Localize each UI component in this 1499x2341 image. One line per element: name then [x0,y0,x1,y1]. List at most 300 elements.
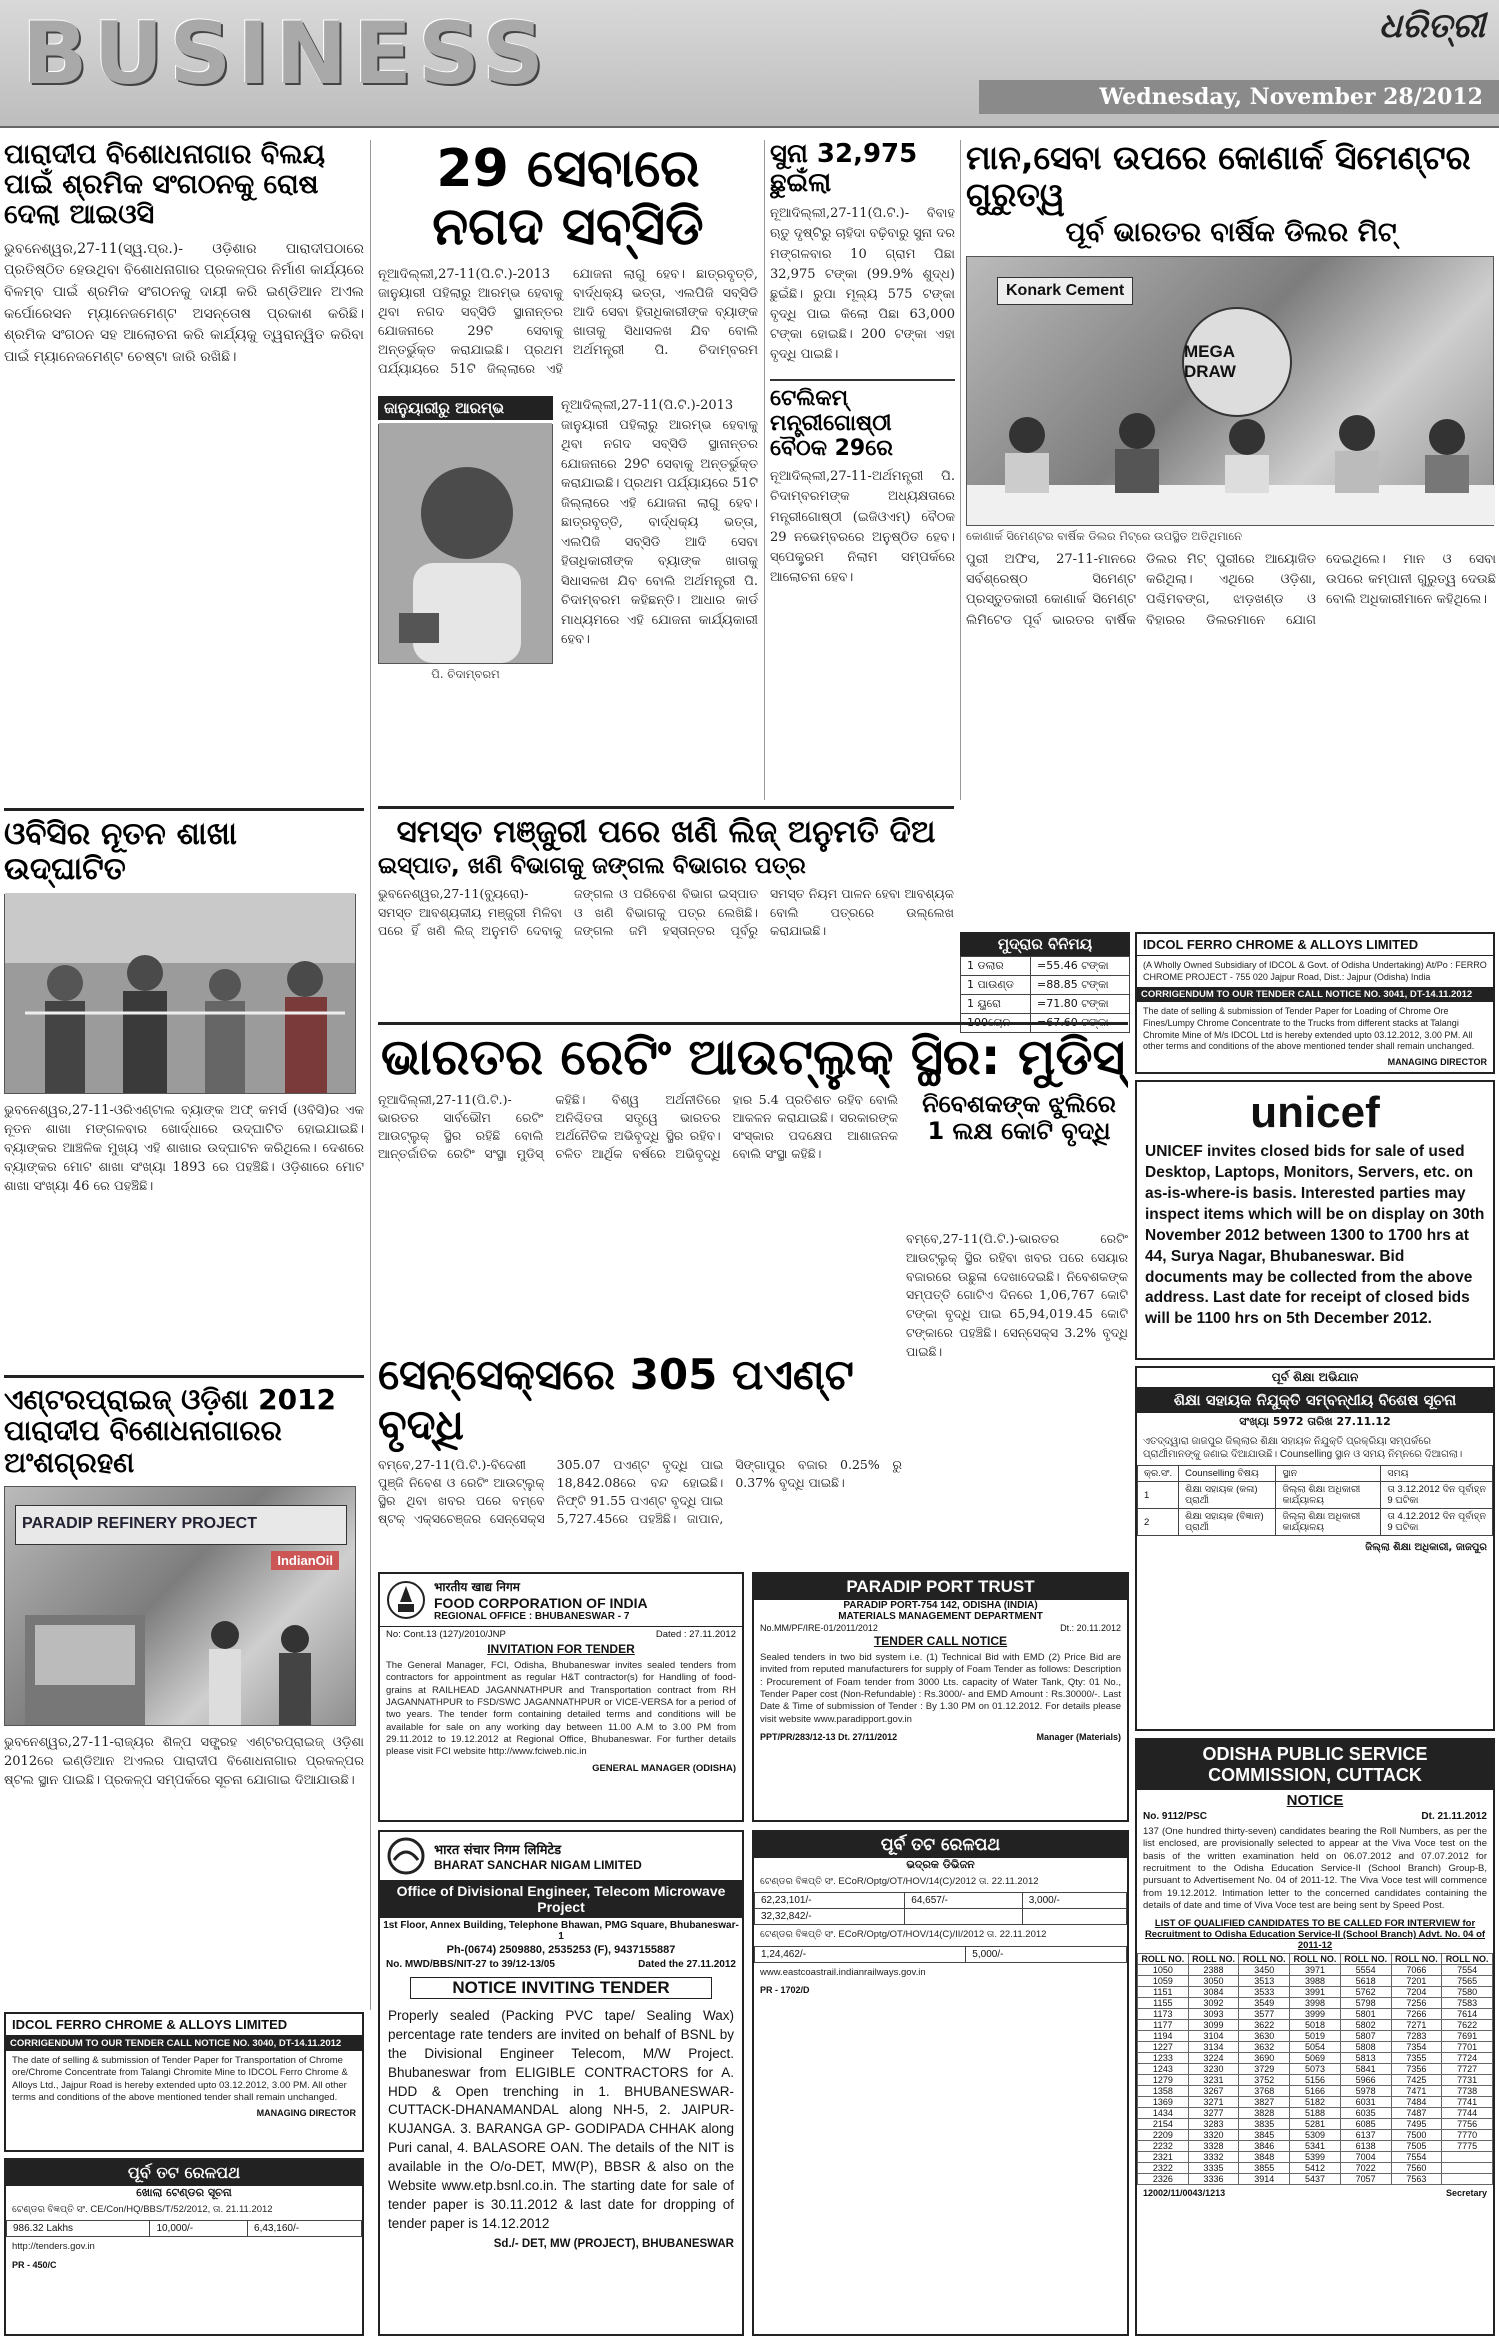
roll-number: 3084 [1188,1987,1239,1998]
org-hindi: भारतीय खाद्य निगम [434,1580,520,1594]
story-cash-subsidy [378,140,758,800]
roll-number: 3104 [1188,2031,1239,2042]
roll-number: 7004 [1340,2152,1391,2163]
tender-amount: 986.32 Lakhs [7,2221,150,2237]
refinery-stall-photo [4,1486,356,1726]
roll-number: 5018 [1290,2020,1341,2031]
roll-number: 6035 [1340,2108,1391,2119]
ad-sign: Sd./- DET, MW (PROJECT), BHUBANESWAR [493,2237,734,2250]
roll-number: 1155 [1138,1998,1189,2009]
ad-text: The General Manager, FCI, Odisha, Bhubaneswar invites sealed tenders from contractors for appointment as regular H&T contractor(s) for Handling of food-grains at RAILHEAD JAGANNATHPUR and Transportation contract from RH JAGANNATHPUR to FSD/SWC JAGANNATHPUR or VICE-VERSA for a period of two years. The tender form containing detailed terms and conditions will be available for sale on any working day between 11.00 A.M to 3.00 PM from 29.11.2012 to 19.12.2012 at Regional Office, Bhubaneswar. For further details please visit FCI website http://www.fciweb.nic.in [386,1660,736,1758]
headline: 29 ସେବାରେ ନଗଦ ସବ୍‌ସିଡି [432,140,704,258]
col-subject: Counselling ବିଷୟ [1179,1466,1276,1482]
headline: ଭାରତର ରେଟିଂ ଆଉଟ୍‌ଲୁକ୍ ସ୍ଥିର: ମୁଡିସ୍ [380,1028,1126,1086]
roll-number: 2232 [1138,2141,1189,2152]
ad-subtitle: (A Wholly Owned Subsidiary of IDCOL & Govt. of Odisha Undertaking) At/Po : FERRO CHROME PROJECT - 755 020 Jajpur Road, Dist.: Jajpur (Odisha) India [1143,960,1487,982]
table-header [1138,1466,1493,1482]
table-row [1138,2097,1493,2108]
roll-number: 2388 [1188,1965,1239,1976]
roll-number: 3320 [1188,2130,1239,2141]
roll-number: 3099 [1188,2020,1239,2031]
table-row [1138,2075,1493,2086]
ad-note: ଏତଦ୍‌ଦ୍ୱାରା ଜାଜପୁର ଜିଲ୍ଲାର ଶିକ୍ଷା ସହାୟକ ନିଯୁକ୍ତି ପ୍ରକ୍ରିୟା ସମ୍ପର୍କରେ ପ୍ରାର୍ଥୀମାନଙ୍କୁ ଜଣାଇ ଦିଆଯାଉଛି। Counselling ସ୍ଥାନ ଓ ସମୟ ନିମ୍ନରେ ଦିଆଗଲା। [1143,1436,1463,1460]
roll-number: 6031 [1340,2097,1391,2108]
roll-number: 3848 [1239,2152,1290,2163]
roll-number: 3336 [1188,2174,1239,2185]
headline: ଓବିସିର ନୂତନ ଶାଖା ଉଦ୍‌ଘାଟିତ [4,808,364,886]
ad-title: IDCOL FERRO CHROME & ALLOYS LIMITED [6,2014,362,2036]
roll-number: 7505 [1391,2141,1442,2152]
ad-text: The date of selling & submission of Tender Paper for Transportation of Chrome ore/Chrome Concentrate from Talangi Chromite Mine to IDCOL Ferro Chrome & Alloys Ltd., Jajpur Road is hereby extended upto 03.12.2012, 3.00 PM. All other terms and conditions of the above mentioned tender shall remain unchanged. [12,2055,348,2104]
ad-sign: Secretary [1445,2188,1487,2199]
story-enterprise-odisha [4,1375,364,2015]
subhead: ପୂର୍ବ ଭାରତର ବାର୍ଷିକ ଡିଲର ମିଟ୍ [1065,216,1397,248]
roll-number: 1243 [1138,2064,1189,2075]
dealer-meet-photo [966,256,1494,526]
roll-number: 5069 [1290,2053,1341,2064]
currency: 1 ଡଲାର [961,957,1031,976]
stall-visitors-icon [5,1575,357,1725]
story-body: ବମ୍ବେ,27-11(ପି.ଟି.)-ଭାରତର ରେଟିଂ ଆଉଟ୍‌ଲୁକ୍ ସ୍ଥିର ରହିବା ଖବର ପରେ ସେୟାର ବଜାରରେ ଉଛୁଳା ଦେଖାଦେଇଛି। ନିବେଶକଙ୍କ ସମ୍ପତ୍ତି ଗୋଟିଏ ଦିନରେ 1,06,767 କୋଟି ଟଙ୍କା ବୃଦ୍ଧି ପାଇ 65,94,019.45 କୋଟି ଟଙ୍କାରେ ପହଞ୍ଚିଛି। ସେନ୍‌ସେକ୍ସ 3.2% ବୃଦ୍ଧି ପାଇଛି। [906,1231,1128,1359]
roll-number: 1151 [1138,1987,1189,1998]
story-obc-branch [4,808,364,1368]
counselling-table [1137,1465,1493,1536]
cell: ଜିଲ୍ଲା ଶିକ୍ଷା ଅଧିକାରୀ କାର୍ଯ୍ୟାଳୟ [1276,1509,1381,1536]
org-hindi: भारत संचार निगम लिमिटेड [434,1843,562,1858]
story-paradip-labour [4,140,364,795]
roll-number: 7554 [1442,1965,1493,1976]
tender-table [6,2220,362,2237]
paper-logo: ଧରିତ୍ରୀ [1378,6,1485,46]
ad-subtitle: PARADIP PORT-754 142, ODISHA (INDIA) [843,1600,1038,1611]
column-rule [764,140,765,800]
masthead [0,0,1499,128]
roll-number: 3092 [1188,1998,1239,2009]
ref-date: Dt. 21.11.2012 [1421,1811,1487,1822]
table-row [1138,2174,1493,2185]
roll-col-header: ROLL NO. [1442,1954,1493,1965]
roll-number: 7727 [1442,2064,1493,2075]
ad-opsc [1135,1738,1495,2336]
table-row [1138,1509,1493,1536]
chidambaram-photo [378,424,553,664]
ad-notice: NOTICE [1286,1792,1344,1809]
ad-notice: TENDER CALL NOTICE [873,1634,1008,1648]
roll-number: 5807 [1340,2031,1391,2042]
cell: ଶିକ୍ଷା ସହାୟକ (ବିଜ୍ଞାନ) ପ୍ରାର୍ଥୀ [1179,1509,1276,1536]
ad-ref: ଟେଣ୍ଡର ବିଜ୍ଞପ୍ତି ସଂ. CE/Con/HQ/BBS/T/52/2012, ତା. 21.11.2012 [12,2204,273,2215]
table-row [1138,2031,1493,2042]
col-time: ସମୟ [1381,1466,1493,1482]
roll-number: 3988 [1290,1976,1341,1987]
roll-number: 1194 [1138,2031,1189,2042]
roll-number: 3450 [1239,1965,1290,1976]
story-body: ପୁରୀ ଅଫିସ, 27-11-ମାନରେ ସର୍ବଶ୍ରେଷ୍ଠ ସିମେଣ୍ଟ ପ୍ରସ୍ତୁତକାରୀ କୋଣାର୍କ ସିମେଣ୍ଟ ଲିମିଟେଡ ପୂର୍ବ ଭାରତର ବାର୍ଷିକ ଡିଲର ମିଟ୍ ପୁରୀରେ ଆୟୋଜିତ କରିଥିଲା। ଏଥିରେ ଓଡ଼ିଶା, ପଶ୍ଚିମବଙ୍ଗ, ଝାଡ଼ଖଣ୍ଡ ଓ ବିହାରର ଡିଲରମାନେ ଯୋଗ ଦେଇଥିଲେ। ମାନ ଓ ସେବା ଉପରେ କମ୍ପାନୀ ଗୁରୁତ୍ୱ ଦେଉଛି ବୋଲି ଅଧିକାରୀମାନେ କହିଥିଲେ। [966,552,1496,628]
story-gold [770,140,955,800]
story-body: ନୂଆଦିଲ୍ଲୀ,27-11(ପି.ଟି.)-ଭାରତର ସାର୍ବଭୌମ ରେଟିଂ ଆଉଟ୍‌ଲୁକ୍ ସ୍ଥିର ରହିଛି ବୋଲି ଆନ୍ତର୍ଜାତିକ ରେଟିଂ ସଂସ୍ଥା ମୁଡିସ୍ କହିଛି। ବିଶ୍ୱ ଅର୍ଥନୀତିରେ ଅନିଶ୍ଚିତତା ସତ୍ତ୍ୱେ ଭାରତର ଅର୍ଥନୈତିକ ଅଭିବୃଦ୍ଧି ସ୍ଥିର ରହିବ। ଚଳିତ ଆର୍ଥିକ ବର୍ଷରେ ଅଭିବୃଦ୍ଧି ହାର 5.4 ପ୍ରତିଶତ ରହିବ ବୋଲି ଆକଳନ କରାଯାଇଛି। ସରକାରଙ୍କ ସଂସ୍କାର ପଦକ୍ଷେପ ଆଶାଜନକ ବୋଲି ସଂସ୍ଥା କହିଛି। [378,1092,898,1162]
roll-col-header: ROLL NO. [1290,1954,1341,1965]
ad-subtitle: ଖୋଲା ଟେଣ୍ଡର ସୂଚନା [136,2186,232,2199]
roll-number: 3632 [1239,2042,1290,2053]
cell: 2 [1138,1509,1179,1536]
table-row [1138,1987,1493,1998]
roll-number: 7583 [1442,1998,1493,2009]
roll-number: 5813 [1340,2053,1391,2064]
roll-number: 7756 [1442,2119,1493,2130]
table-row [755,1909,1127,1925]
roll-number: 7741 [1442,2097,1493,2108]
ref-no: No. 9112/PSC [1143,1811,1207,1822]
ad-title: NOTICE INVITING TENDER [410,1977,712,1999]
ad-title: ପୂର୍ବ ତଟ ରେଳପଥ [6,2160,362,2186]
col-place: ସ୍ଥାନ [1276,1466,1381,1482]
investor-headline: ନିବେଶକଙ୍କ ଝୁଲିରେ 1 ଲକ୍ଷ କୋଟି ବୃଦ୍ଧି [922,1090,1116,1145]
table-header [1138,1954,1493,1965]
roll-number: 1227 [1138,2042,1189,2053]
ad-railway-left [4,2158,364,2336]
ad-title: INVITATION FOR TENDER [487,1642,635,1656]
stall-banner: PARADIP REFINERY PROJECT [15,1505,347,1545]
rate: =71.80 ଟଙ୍କା [1031,995,1130,1014]
roll-number: 7425 [1391,2075,1442,2086]
roll-number: 1177 [1138,2020,1189,2031]
org-name: BHARAT SANCHAR NIGAM LIMITED [434,1858,642,1872]
roll-number: 3999 [1290,2009,1341,2020]
table-row [755,1946,1127,1962]
roll-number: 3332 [1188,2152,1239,2163]
story-body: ନୂଆଦିଲ୍ଲୀ,27-11(ପି.ଟି.)- ବିବାହ ଋତୁ ଦୃଷ୍ଟିରୁ ଚାହିଦା ବଢ଼ିବାରୁ ସୁନା ଦର ମଙ୍ଗଳବାର 10 ଗ୍ରାମ ପିଛା 32,975 ଟଙ୍କା (99.9% ଶୁଦ୍ଧ) ଛୁଇଁଛି। ରୁପା ମୂଲ୍ୟ 575 ଟଙ୍କା ବୃଦ୍ଧି ପାଇ କିଲୋ ପିଛା 63,000 ଟଙ୍କା ହୋଇଛି। 200 ଟଙ୍କା ଏହା ବୃଦ୍ଧି ପାଇଛି। [770,206,955,363]
ref-no: No.MM/PF/IRE-01/2011/2012 [760,1623,878,1633]
table-row [1138,1965,1493,1976]
roll-col-header: ROLL NO. [1391,1954,1442,1965]
ad-sign: Manager (Materials) [1036,1732,1121,1743]
roll-number: 3277 [1188,2108,1239,2119]
rate: =67.60 ଟଙ୍କା [1031,1014,1130,1033]
roll-number: 5188 [1290,2108,1341,2119]
ad-title: ODISHA PUBLIC SERVICE COMMISSION, CUTTACK [1137,1740,1493,1790]
roll-number: 3549 [1239,1998,1290,2009]
roll-number: 2321 [1138,2152,1189,2163]
roll-number: 7691 [1442,2031,1493,2042]
ad-subtitle: ଭଦ୍ରକ ଡିଭିଜନ [906,1858,975,1871]
ad-sign: ଜିଲ୍ଲା ଶିକ୍ଷା ଅଧିକାରୀ, ଜାଜପୁର [1365,1542,1487,1553]
roll-number: 2326 [1138,2174,1189,2185]
roll-number: 7724 [1442,2053,1493,2064]
roll-number: 7744 [1442,2108,1493,2119]
roll-number: 3846 [1239,2141,1290,2152]
roll-number: 3513 [1239,1976,1290,1987]
story-konark-cement [966,140,1496,930]
roll-number: 7731 [1442,2075,1493,2086]
roll-number: 5618 [1340,1976,1391,1987]
ad-site: http://tenders.gov.in [12,2241,95,2253]
headline: ମାନ,ସେବା ଉପରେ କୋଣାର୍କ ସିମେଣ୍ଟର ଗୁରୁତ୍ୱ [966,140,1471,214]
ref-no: No. MWD/BBS/NIT-27 to 39/12-13/05 [386,1959,555,1970]
currency: 1 ୟୁରୋ [961,995,1031,1014]
story-sensex [378,1350,902,1565]
headline: ପାରାଦୀପ ବିଶୋଧନାଗାର ବିଲୟ ପାଇଁ ଶ୍ରମିକ ସଂଗଠନକୁ ରୋଷ ଦେଲା ଆଇଓସି [4,140,325,231]
roll-number: 7738 [1442,2086,1493,2097]
bsnl-logo-icon [386,1836,426,1876]
roll-number: 3855 [1239,2163,1290,2174]
roll-col-header: ROLL NO. [1239,1954,1290,1965]
roll-number: 6137 [1340,2130,1391,2141]
roll-number: 3991 [1290,1987,1341,1998]
roll-number: 1279 [1138,2075,1189,2086]
table-row [1138,2152,1493,2163]
table-row [1138,2108,1493,2119]
roll-number: 5054 [1290,2042,1341,2053]
people-photo-icon [5,893,355,1093]
roll-number: 3335 [1188,2163,1239,2174]
subhead: ଇସ୍ପାତ, ଖଣି ବିଭାଗକୁ ଜଙ୍ଗଲ ବିଭାଗର ପତ୍ର [378,852,806,879]
headline: ଏଣ୍ଟରପ୍ରାଇଜ୍ ଓଡ଼ିଶା 2012 ପାରାଦୀପ ବିଶୋଧନାଗାରର ଅଂଶଗ୍ରହଣ [4,1375,364,1478]
ad-sign: MANAGING DIRECTOR [1387,1057,1487,1068]
roll-number [1442,2163,1493,2174]
headline: ସମସ୍ତ ମଞ୍ଜୁରୀ ପରେ ଖଣି ଲିଜ୍ ଅନୁମତି ଦିଅ [396,814,936,850]
section-title: BUSINESS [22,4,551,104]
roll-number: 7355 [1391,2053,1442,2064]
list-title: LIST OF QUALIFIED CANDIDATES TO BE CALLED FOR INTERVIEW for Recruitment to Odisha Education Service-II (School Branch) Advt. No. 04 of 2011-12 [1144,1918,1486,1952]
roll-number: 5341 [1290,2141,1341,2152]
ad-paradip-port [752,1572,1129,1822]
roll-number: 3914 [1239,2174,1290,2185]
roll-number: 3729 [1239,2064,1290,2075]
roll-number: 3622 [1239,2020,1290,2031]
ad-footer: 12002/11/0043/1213 [1143,2188,1226,2199]
cell: 1 [1138,1482,1179,1509]
table-row [1138,1482,1493,1509]
roll-number: 1233 [1138,2053,1189,2064]
roll-number: 5399 [1290,2152,1341,2163]
amount: 64,657/- [905,1893,1022,1909]
column-rule [370,140,371,2010]
table-row [1138,2042,1493,2053]
telecom-body: ନୂଆଦିଲ୍ଲୀ,27-11-ଅର୍ଥମନ୍ତ୍ରୀ ପି. ଚିଦାମ୍ବରମଙ୍କ ଅଧ୍ୟକ୍ଷତାରେ ମନ୍ତ୍ରୀଗୋଷ୍ଠୀ (ଇଜିଓଏମ୍) ବୈଠକ 29 ନଭେମ୍ବରରେ ଅନୁଷ୍ଠିତ ହେବ। ସ୍ପେକ୍ଟ୍ରମ ନିଲାମ ସମ୍ପର୍କରେ ଆଲୋଚନା ହେବ। [770,469,955,585]
roll-number: 7554 [1391,2152,1442,2163]
cell: ତା 4.12.2012 ଦିନ ପୂର୍ବାହ୍ନ 9 ଘଟିକା [1381,1509,1493,1536]
roll-number: 1173 [1138,2009,1189,2020]
cell: ଜିଲ୍ଲା ଶିକ୍ଷା ଅଧିକାରୀ କାର୍ଯ୍ୟାଳୟ [1276,1482,1381,1509]
ad-text: Sealed tenders in two bid system i.e. (1) Technical Bid with EMD (2) Price Bid are invited from reputed manufacturers for supply of Foam Tender as follows: Description : Procurement of Foam tender from 3000 Lts. capacity of Water Tank, Qty: 01 No., Tender Paper cost (Non-Refundable) : Rs.3000/- and EMD Amount : Rs.30000/-. Last Date & Time of submission of Tender : By 1.30 PM on 01.12.2012. For details please visit website www.paradipport.gov.in [760,1652,1121,1725]
ref-date: Dated : 27.11.2012 [655,1629,736,1640]
roll-number: 5182 [1290,2097,1341,2108]
ad-site: www.eastcoastrail.indianrailways.gov.in [760,1966,926,1978]
ad-ref: CORRIGENDUM TO OUR TENDER CALL NOTICE NO. 3041, DT-14.11.2012 [1137,987,1493,1002]
ad-text: 137 (One hundred thirty-seven) candidates bearing the Roll Numbers, as per the list enclosed, are provisionally selected to appear at the Viva Voce test on the basis of the written examination held on 06.07.2012 and 07.07.2012 for recruitment to the Odisha Education Service-II (School Branch) Group-B, pursuant to Advertisement No. 04 of 2011-12. The Viva Voce test will commence from 19.12.2012. Intimation letter to the concerned candidates containing the details of date and time of Viva Voce test are being sent by Speed Post. [1143,1826,1487,1912]
ad-ref2: ଟେଣ୍ଡର ବିଜ୍ଞପ୍ତି ସଂ. ECoR/Optg/OT/HOV/14(C)/II/2012 ତା. 22.11.2012 [760,1929,1047,1941]
story-body: ଭୁବନେଶ୍ୱର,27-11(ସ୍ୱ.ପ୍ର.)- ଓଡ଼ିଶାର ପାରାଦୀପଠାରେ ପ୍ରତିଷ୍ଠିତ ହେଉଥିବା ବିଶୋଧନାଗାର ପ୍ରକଳ୍ପର ନିର୍ମାଣ କାର୍ଯ୍ୟରେ ବିଳମ୍ବ ପାଇଁ ଶ୍ରମିକ ସଂଗଠନକୁ ଦାୟୀ କରି ଇଣ୍ଡିଆନ ଅଏଲ କର୍ପୋରେସନ ମ୍ୟାନେଜମେଣ୍ଟ ଅସନ୍ତୋଷ ପ୍ରକାଶ କରିଛି। ଶ୍ରମିକ ସଂଗଠନ ସହ ଆଲୋଚନା କରି କାର୍ଯ୍ୟକୁ ତ୍ୱରାନ୍ୱିତ କରିବା ପାଇଁ ମ୍ୟାନେଜମେଣ୍ଟ ଚେଷ୍ଟା ଜାରି ରଖିଛି। [4,240,364,366]
amount: 3,000/- [1022,1893,1126,1909]
roll-number: 7701 [1442,2042,1493,2053]
roll-number: 7495 [1391,2119,1442,2130]
roll-number: 6085 [1340,2119,1391,2130]
ad-phone: Ph-(0674) 2509880, 2535253 (F), 9437155887 [446,1944,676,1956]
ad-office: Office of Divisional Engineer, Telecom Microwave Project [380,1880,742,1918]
roll-number: 5437 [1290,2174,1341,2185]
roll-number: 1358 [1138,2086,1189,2097]
roll-number: 7022 [1340,2163,1391,2174]
photo-caption: କୋଣାର୍କ ସିମେଣ୍ଟର ବାର୍ଷିକ ଡିଲର ମିଟ୍‌ରେ ଉପସ୍ଥିତ ଅତିଥିମାନେ [966,529,1243,544]
roll-number: 3845 [1239,2130,1290,2141]
table-row [1138,2141,1493,2152]
rate: =88.85 ଟଙ୍କା [1031,976,1130,995]
roll-number: 3283 [1188,2119,1239,2130]
table-row [961,995,1130,1014]
indianoil-logo: IndianOil [271,1551,339,1570]
ref-date: Dt.: 20.11.2012 [1060,1623,1121,1633]
roll-number: 5412 [1290,2163,1341,2174]
roll-number: 3533 [1239,1987,1290,1998]
ad-text: The date of selling & submission of Tender Paper for Loading of Chrome Ore Fines/Lumpy Chrome Concentrate to the Trucks from different stacks at Talangi Chromite Mine of M/s IDCOL Ltd is hereby extended upto 03.12.2012, 3.00 PM. All other terms and conditions of the above mentioned tender shall remain unchanged. [1143,1006,1475,1052]
roll-number: 3577 [1239,2009,1290,2020]
roll-number: 2154 [1138,2119,1189,2130]
roll-number: 3998 [1290,1998,1341,2009]
roll-number: 3828 [1239,2108,1290,2119]
ad-dept: MATERIALS MANAGEMENT DEPARTMENT [838,1611,1043,1622]
table-row [1138,2119,1493,2130]
roll-number: 3271 [1188,2097,1239,2108]
ad-education [1135,1366,1495,1731]
roll-number: 3050 [1188,1976,1239,1987]
roll-number: 5801 [1340,2009,1391,2020]
roll-number: 5802 [1340,2020,1391,2031]
ad-title: ପୂର୍ବ ତଟ ରେଳପଥ [754,1832,1127,1858]
ad-idcol-bottom [4,2012,364,2152]
ad-footer: PPT/PR/283/12-13 Dt. 27/11/2012 [760,1732,898,1743]
mega-draw-disc: MEGA DRAW [1182,307,1292,417]
roll-number: 7471 [1391,2086,1442,2097]
dignitaries-icon [967,395,1495,525]
kicker: ଜାନୁୟାରୀରୁ ଆରମ୍ଭ [378,396,553,420]
roll-number: 5841 [1340,2064,1391,2075]
konark-banner: Konark Cement [997,277,1133,305]
roll-number: 3224 [1188,2053,1239,2064]
roll-number: 5281 [1290,2119,1341,2130]
forex-title: ମୁଦ୍ରାର ବିନିମୟ [960,932,1130,956]
ad-idcol-top [1135,932,1495,1074]
emd-b: 6,43,160/- [248,2221,362,2237]
ad-unicef [1135,1080,1495,1360]
roll-col-header: ROLL NO. [1188,1954,1239,1965]
telecom-headline: ଟେଲିକମ୍ ମନ୍ତ୍ରୀଗୋଷ୍ଠୀ ବୈଠକ 29ରେ [770,379,955,461]
roll-number: 7622 [1442,2020,1493,2031]
roll-number: 5073 [1290,2064,1341,2075]
amount: 5,000/- [966,1946,1127,1962]
roll-number: 7775 [1442,2141,1493,2152]
issue-date: Wednesday, November 28/2012 [979,80,1499,114]
table-row [755,1893,1127,1909]
table-row [1138,2053,1493,2064]
roll-number: 7580 [1442,1987,1493,1998]
story-mining-lease [378,806,954,1016]
roll-number: 7356 [1391,2064,1442,2075]
org-name: FOOD CORPORATION OF INDIA [434,1595,648,1611]
roll-number: 5966 [1340,2075,1391,2086]
table-row [1138,1976,1493,1987]
roll-number: 3134 [1188,2042,1239,2053]
roll-number: 7565 [1442,1976,1493,1987]
table-row [1138,2064,1493,2075]
roll-number: 7283 [1391,2031,1442,2042]
ad-sign: GENERAL MANAGER (ODISHA) [592,1762,736,1774]
table-row [1138,2009,1493,2020]
ad-footer: PR - 450/C [12,2259,57,2270]
roll-number [1442,2152,1493,2163]
ad-text: Properly sealed (Packing PVC tape/ Sealing Wax) percentage rate tenders are invited on behalf of BSNL by the Divisional Engineer Telecom, M/W Project. Bhubaneswar from ELIGIBLE CONTRACTORS for A. HDD & Open trenching in 1. BHUBANESWAR-CUTTACK-DHANAMANDAL along NH-5, 2. JAIPUR-KUJANGA. 3. BARANGA GP- GODIPADA CHHAK along Puri canal, 4. BALASORE OAN. The details of the NIT is available in the O/o-DET, MW(P), BBSR & also on the Website www.etp.bsnl.co.in. The starting date for sale of tender paper is 30.11.2012 & last date for dropping of tender paper is 14.12.2012 [388,2008,734,2231]
column-rule [960,140,961,800]
ad-ref: ସଂଖ୍ୟା 5972 ତାରିଖ 27.11.12 [1239,1415,1391,1428]
col-no: କ୍ର.ସଂ. [1138,1466,1179,1482]
headline: ସେନ୍‌ସେକ୍ସରେ 305 ପଏଣ୍ଟ ବୃଦ୍ଧି [378,1350,854,1449]
currency: 1 ପାଉଣ୍ଡ [961,976,1031,995]
roll-number: 6138 [1340,2141,1391,2152]
roll-number: 7204 [1391,1987,1442,1998]
roll-col-header: ROLL NO. [1138,1954,1189,1965]
ref-date: Dated the 27.11.2012 [638,1959,736,1970]
headline: ସୁନା 32,975 ଛୁଇଁଲା [770,140,918,199]
roll-number: 3267 [1188,2086,1239,2097]
table-row [961,976,1130,995]
ad-sign: MANAGING DIRECTOR [256,2108,356,2119]
ad-railway-right [752,1830,1129,2336]
roll-number: 5309 [1290,2130,1341,2141]
cell: ତା 3.12.2012 ଦିନ ପୂର୍ବାହ୍ନ 9 ଘଟିକା [1381,1482,1493,1509]
story-body: ଭୁବନେଶ୍ୱର,27-11-ଓରିଏଣ୍ଟାଲ ବ୍ୟାଙ୍କ ଅଫ୍ କମର୍ସ (ଓବିସି)ର ଏକ ନୂତନ ଶାଖା ମଙ୍ଗଳବାର ଖୋର୍ଦ୍ଧାରେ ଉଦ୍‌ଘାଟିତ ହୋଇଯାଇଛି। ବ୍ୟାଙ୍କର ଆଞ୍ଚଳିକ ମୁଖ୍ୟ ଏହି ଶାଖାର ଉଦ୍‌ଘାଟନ କରିଥିଲେ। ଦେଶରେ ବ୍ୟାଙ୍କର ମୋଟ ଶାଖା ସଂଖ୍ୟା 1893 ରେ ପହଞ୍ଚିଛି। ଓଡ଼ିଶାରେ ମୋଟ ଶାଖା ସଂଖ୍ୟା 46 ରେ ପହଞ୍ଚିଛି। [4,1103,364,1194]
story-body: ଭୁବନେଶ୍ୱର,27-11-ରାଜ୍ୟର ଶିଳ୍ପ ସଙ୍ଗ୍ରହ ଏଣ୍ଟରପ୍ରାଇଜ୍ ଓଡ଼ିଶା 2012ରେ ଇଣ୍ଡିଆନ ଅଏଲର ପାରାଦୀପ ବିଶୋଧନାଗାର ପ୍ରକଳ୍ପର ଷ୍ଟଲ ସ୍ଥାନ ପାଇଛି। ପ୍ରକଳ୍ପ ସମ୍ପର୍କରେ ସୂଚନା ଯୋଗାଇ ଦିଆଯାଉଛି। [4,1735,364,1788]
ad-address: 1st Floor, Annex Building, Telephone Bhawan, PMG Square, Bhubaneswar-1 [383,1920,739,1942]
amount: 1,24,462/- [755,1946,966,1962]
roll-number: 7256 [1391,1998,1442,2009]
story-investor-wealth [906,1230,1128,1530]
ad-fci [378,1572,744,1822]
ad-ref: CORRIGENDUM TO OUR TENDER CALL NOTICE NO. 3040, DT-14.11.2012 [6,2036,362,2051]
roll-number: 5798 [1340,1998,1391,2009]
roll-number: 3093 [1188,2009,1239,2020]
roll-number: 5554 [1340,1965,1391,1976]
amount: 32,32,842/- [755,1909,905,1925]
ad-title: ଶିକ୍ଷା ସହାୟକ ନିଯୁକ୍ତି ସମ୍ବନ୍ଧୀୟ ବିଶେଷ ସୂଚନା [1137,1387,1493,1413]
ad-bsnl [378,1830,744,2336]
roll-number: 5166 [1290,2086,1341,2097]
ad-title: PARADIP PORT TRUST [754,1574,1127,1600]
table-row [1138,2020,1493,2031]
story-body: ବମ୍ବେ,27-11(ପି.ଟି.)-ବିଦେଶୀ ପୁଞ୍ଜି ନିବେଶ ଓ ରେଟିଂ ଆଉଟ୍‌ଲୁକ୍ ସ୍ଥିର ଥିବା ଖବର ପରେ ବମ୍ବେ ଷ୍ଟକ୍ ଏକ୍ସଚେଞ୍ଜର ସେନ୍‌ସେକ୍ସ 305.07 ପଏଣ୍ଟ ବୃଦ୍ଧି ପାଇ 18,842.08ରେ ବନ୍ଦ ହୋଇଛି। ନିଫ୍ଟି 91.55 ପଏଣ୍ଟ ବୃଦ୍ଧି ପାଇ 5,727.45ରେ ପହଞ୍ଚିଛି। ଜାପାନ, ସିଙ୍ଗାପୁର ବଜାର 0.25% ରୁ 0.37% ବୃଦ୍ଧି ପାଇଛି। [378,1457,902,1527]
rate: =55.46 ଟଙ୍କା [1031,957,1130,976]
roll-number: 1050 [1138,1965,1189,1976]
ad-text: UNICEF invites closed bids for sale of used Desktop, Laptops, Monitors, Servers, etc. on as-is-where-is basis. Interested parties may inspect items which will be on display on 30th November 2012 between 1300 to 1700 hrs at 44, Surya Nagar, Bhubaneswar. Bid documents may be collected from the above address. Last date for receipt of closed bids will be 1100 hrs on 5th December 2012. [1145,1143,1485,1328]
emd-a: 10,000/- [150,2221,248,2237]
roll-number: 7201 [1391,1976,1442,1987]
roll-number-table [1137,1953,1493,2185]
roll-number: 3835 [1239,2119,1290,2130]
roll-number: 3827 [1239,2097,1290,2108]
roll-number: 1369 [1138,2097,1189,2108]
roll-number: 7560 [1391,2163,1442,2174]
roll-number: 7563 [1391,2174,1442,2185]
table-row [1138,2163,1493,2174]
roll-number: 3230 [1188,2064,1239,2075]
roll-number: 7770 [1442,2130,1493,2141]
obc-inauguration-photo [4,894,356,1094]
story-body: ନୂଆଦିଲ୍ଲୀ,27-11(ପି.ଟି.)-2013 ଜାନୁୟାରୀ ପହିଲାରୁ ଆରମ୍ଭ ହେବାକୁ ଥିବା ନଗଦ ସବ୍‌ସିଡି ସ୍ଥାନାନ୍ତର ଯୋଜନାରେ 29ଟି ସେବାକୁ ଅନ୍ତର୍ଭୁକ୍ତ କରାଯାଇଛି। ପ୍ରଥମ ପର୍ଯ୍ୟାୟରେ 51ଟି ଜିଲ୍ଲାରେ ଏହି ଯୋଜନା ଲାଗୁ ହେବ। ଛାତ୍ରବୃତ୍ତି, ବାର୍ଦ୍ଧକ୍ୟ ଭତ୍ତା, ଏଲପିଜି ସବ୍‌ସିଡି ଆଦି ସେବା ହିତାଧିକାରୀଙ୍କ ବ୍ୟାଙ୍କ ଖାତାକୁ ସିଧାସଳଖ ଯିବ ବୋଲି ଅର୍ଥମନ୍ତ୍ରୀ ପି. ଚିଦାମ୍ବରମ [378,267,758,377]
roll-number: 1434 [1138,2108,1189,2119]
table-row [7,2221,362,2237]
currency: 100ୟେନ [961,1014,1031,1033]
roll-number: 3630 [1239,2031,1290,2042]
roll-number: 7354 [1391,2042,1442,2053]
roll-number: 7614 [1442,2009,1493,2020]
